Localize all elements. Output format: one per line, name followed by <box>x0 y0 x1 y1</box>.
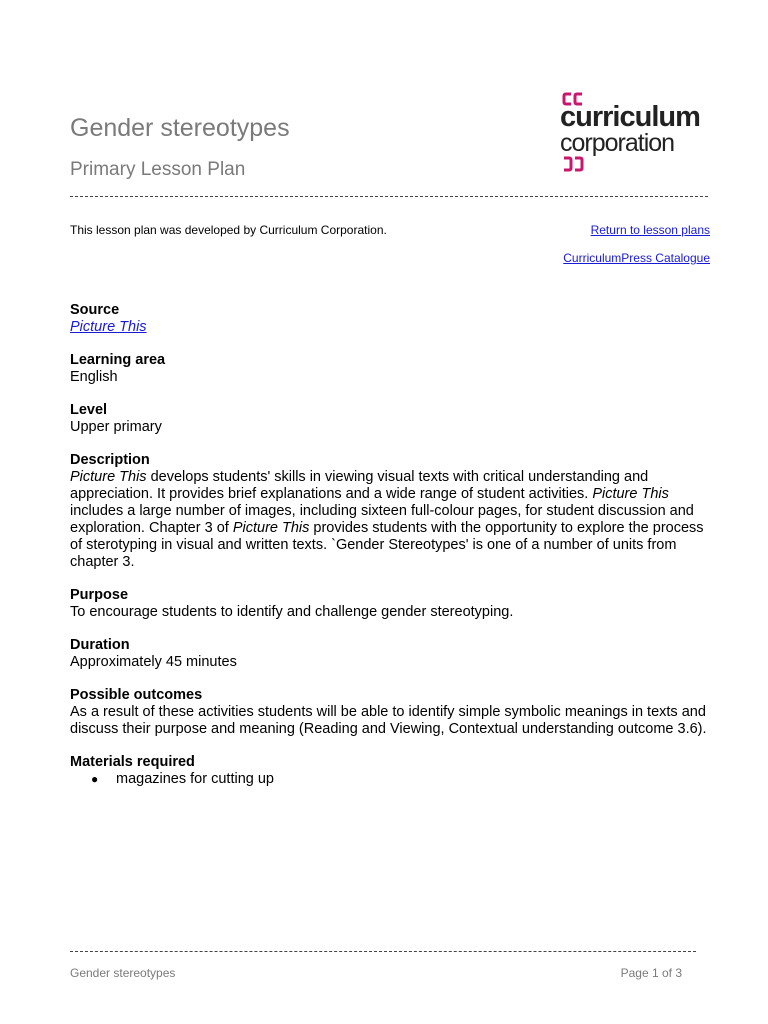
duration-heading: Duration <box>70 637 130 653</box>
book-title: Picture This <box>70 469 147 485</box>
materials-heading: Materials required <box>70 754 195 770</box>
footer-title: Gender stereotypes <box>70 966 176 980</box>
outcomes-section <box>70 687 710 738</box>
materials-list <box>70 771 710 788</box>
purpose-heading: Purpose <box>70 587 129 603</box>
curriculumpress-catalogue-link[interactable]: CurriculumPress Catalogue <box>563 251 710 265</box>
materials-section <box>70 754 710 788</box>
page-number: Page 1 of 3 <box>620 966 682 980</box>
learning-area-heading: Learning area <box>70 352 166 368</box>
bullet-icon: ● <box>91 772 99 786</box>
learning-area-section <box>70 352 710 386</box>
logo-word-corporation: corporation <box>560 129 675 157</box>
curriculum-corporation-logo <box>560 92 700 176</box>
source-section <box>70 302 710 336</box>
logo-mark-bottom-icon <box>562 156 584 172</box>
description-heading: Description <box>70 452 150 468</box>
outcomes-heading: Possible outcomes <box>70 687 203 703</box>
header-divider <box>70 196 708 197</box>
duration-section <box>70 637 710 671</box>
logo-word-curriculum: curriculum <box>560 101 700 133</box>
level-value: Upper primary <box>70 419 162 435</box>
description-section <box>70 452 710 571</box>
book-title: Picture This <box>592 486 669 502</box>
lesson-content <box>70 302 710 804</box>
return-to-lesson-plans-link[interactable]: Return to lesson plans <box>590 223 710 237</box>
intro-text: This lesson plan was developed by Curriculum Corporation. <box>70 223 387 237</box>
page-subtitle: Primary Lesson Plan <box>70 159 246 180</box>
learning-area-value: English <box>70 369 118 385</box>
description-text: Picture This develops students' skills in viewing visual texts with critical understanding and appreciation. It provides brief explanations and a wide range of student activities. Picture This includes a large number of images, including sixteen full-colour pages, for student discussion and exploration. Chapter 3 of Picture This provides students with the opportunity to explore the process of sterotyping in visual and written texts. `Gender Stereotypes' is one of a number of units from chapter 3. <box>70 469 704 570</box>
footer-divider <box>70 951 696 952</box>
purpose-section <box>70 587 710 621</box>
book-title: Picture This <box>232 520 310 536</box>
level-section <box>70 402 710 436</box>
list-item: ● magazines for cutting up <box>91 771 274 787</box>
purpose-text: To encourage students to identify and challenge gender stereotyping. <box>70 604 514 620</box>
outcomes-text: As a result of these activities students will be able to identify simple symbolic meanings in texts and discuss their purpose and meaning (Reading and Viewing, Contextual understanding outcome 3.6). <box>70 704 707 737</box>
source-heading: Source <box>70 302 120 318</box>
page-title: Gender stereotypes <box>70 114 290 142</box>
picture-this-link[interactable]: Picture This <box>70 319 147 335</box>
level-heading: Level <box>70 402 108 418</box>
duration-text: Approximately 45 minutes <box>70 654 237 670</box>
